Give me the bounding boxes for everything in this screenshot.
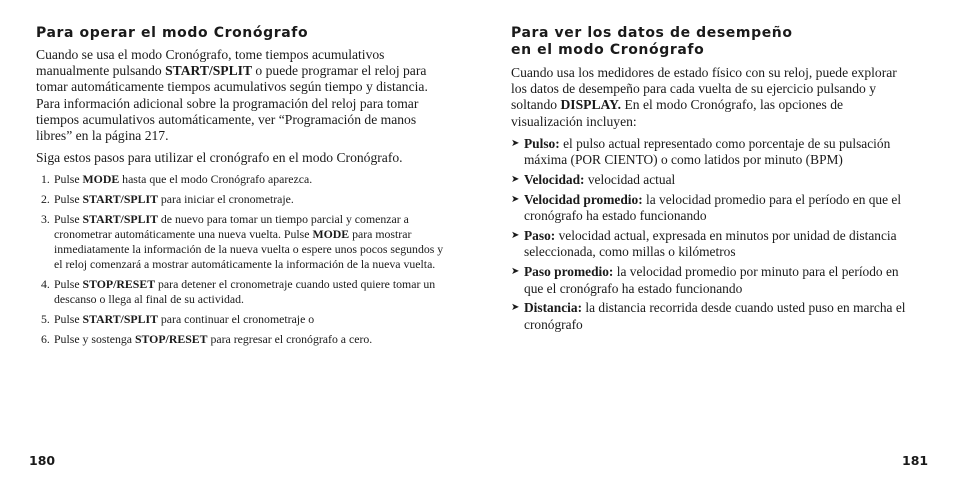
step-text: para iniciar el cronometraje. [157,192,294,207]
step-text: Pulse [54,277,83,292]
option-item-paso-promedio [511,264,916,297]
step-item-6 [36,332,446,347]
left-intro-text-2: o puede programar el reloj para tomar automáticamente tiempos acumulativos según tiempo y distancia. Para información adicional sobre la programación del reloj para tomar tiempos acumulativos automáticamente, ver “Programación de manos libres” en la página 217. [36,63,428,144]
right-heading-line-2: en el modo Cronógrafo [511,42,705,58]
option-term: Pulso: [524,135,560,151]
arrow-bullet-icon: ➤ [511,266,520,278]
left-intro-start-split: START/SPLIT [165,63,253,79]
option-item-distancia [511,300,916,333]
page-number-right: 181 [902,453,929,468]
left-page-heading: Para operar el modo Cronógrafo [36,25,309,41]
step-item-5 [36,312,446,327]
step-number: 5. [41,312,50,327]
step-item-3 [36,212,446,272]
step-item-2 [36,192,446,207]
arrow-bullet-icon: ➤ [511,230,520,242]
option-desc: la distancia recorrida desde cuando usted puso en marcha el cronógrafo [524,300,906,332]
step-key: STOP/RESET [134,332,208,347]
step-number: 6. [41,332,50,347]
step-text: para continuar el cronometraje o [157,312,315,327]
right-page [511,0,916,477]
step-text: Pulse [54,192,83,207]
option-item-velocidad [511,172,916,188]
option-desc: la velocidad promedio para el período en que el cronógrafo ha estado funcionando [524,191,902,224]
right-heading-line-1: Para ver los datos de desempeño [511,25,793,41]
right-page-heading [511,25,916,59]
option-item-paso [511,228,916,261]
step-text: hasta que el modo Cronógrafo aparezca. [119,172,313,187]
option-item-velocidad-promedio [511,192,916,225]
option-item-pulso [511,136,916,169]
left-intro-text-1: Cuando se usa el modo Cronógrafo, tome tiempos acumulativos manualmente pulsando [36,47,385,79]
option-desc: velocidad actual [584,172,676,187]
option-desc: el pulso actual representado como porcentaje de su pulsación máxima (POR CIENTO) o como latidos por minuto (BPM) [524,135,891,168]
page-number-left: 180 [29,453,56,468]
steps-list [36,172,446,347]
step-item-4 [36,277,446,307]
step-key: START/SPLIT [82,312,158,327]
option-term: Velocidad promedio: [524,191,643,207]
option-desc: la velocidad promedio por minuto para el período en que el cronógrafo ha estado funcionando [524,264,899,296]
option-term: Distancia: [524,300,583,316]
step-text: Pulse [54,172,83,187]
step-text: Pulse [54,212,83,227]
step-text: para detener el cronometraje cuando usted quiere tomar un descanso o llega al final de su actividad. [54,277,436,307]
option-term: Paso: [524,228,556,244]
display-options-list [511,136,916,333]
right-intro-paragraph [511,65,916,130]
arrow-bullet-icon: ➤ [511,174,520,185]
option-term: Velocidad: [524,172,585,187]
step-item-1 [36,172,446,187]
arrow-bullet-icon: ➤ [511,137,520,149]
step-text: para mostrar inmediatamente la información de la nueva vuelta o espere unos pocos segundos y el reloj comenzará a mostrar automáticamente la información de la nueva vuelta. [54,227,444,272]
step-key: STOP/RESET [82,277,156,292]
left-page [36,0,446,477]
right-intro-display: DISPLAY. [560,97,622,113]
option-desc: velocidad actual, expresada en minutos por unidad de distancia seleccionada, como millas o kilómetros [524,228,897,260]
step-key: MODE [312,227,350,242]
step-key: START/SPLIT [82,192,158,207]
right-intro-text-2: En el modo Cronógrafo, las opciones de visualización incluyen: [511,97,844,129]
left-intro-paragraph [36,47,446,144]
step-key: MODE [82,172,120,187]
step-key: START/SPLIT [82,212,158,227]
step-number: 3. [41,212,50,227]
left-lead-paragraph: Siga estos pasos para utilizar el cronógrafo en el modo Cronógrafo. [36,150,403,166]
step-text: Pulse y sostenga [54,332,135,347]
arrow-bullet-icon: ➤ [511,302,520,314]
right-intro-text-1: Cuando usa los medidores de estado físico con su reloj, puede explorar los datos de desempeño para cada vuelta de su ejercicio pulsando y soltando [511,65,897,113]
option-term: Paso promedio: [524,264,614,280]
step-number: 4. [41,277,50,292]
step-number: 2. [41,192,50,207]
arrow-bullet-icon: ➤ [511,193,520,205]
step-text: para regresar el cronógrafo a cero. [207,332,373,347]
step-text: de nuevo para tomar un tiempo parcial y comenzar a cronometrar automáticamente una nueva vuelta. Pulse [54,212,409,242]
step-text: Pulse [54,312,83,327]
step-number: 1. [41,172,50,187]
